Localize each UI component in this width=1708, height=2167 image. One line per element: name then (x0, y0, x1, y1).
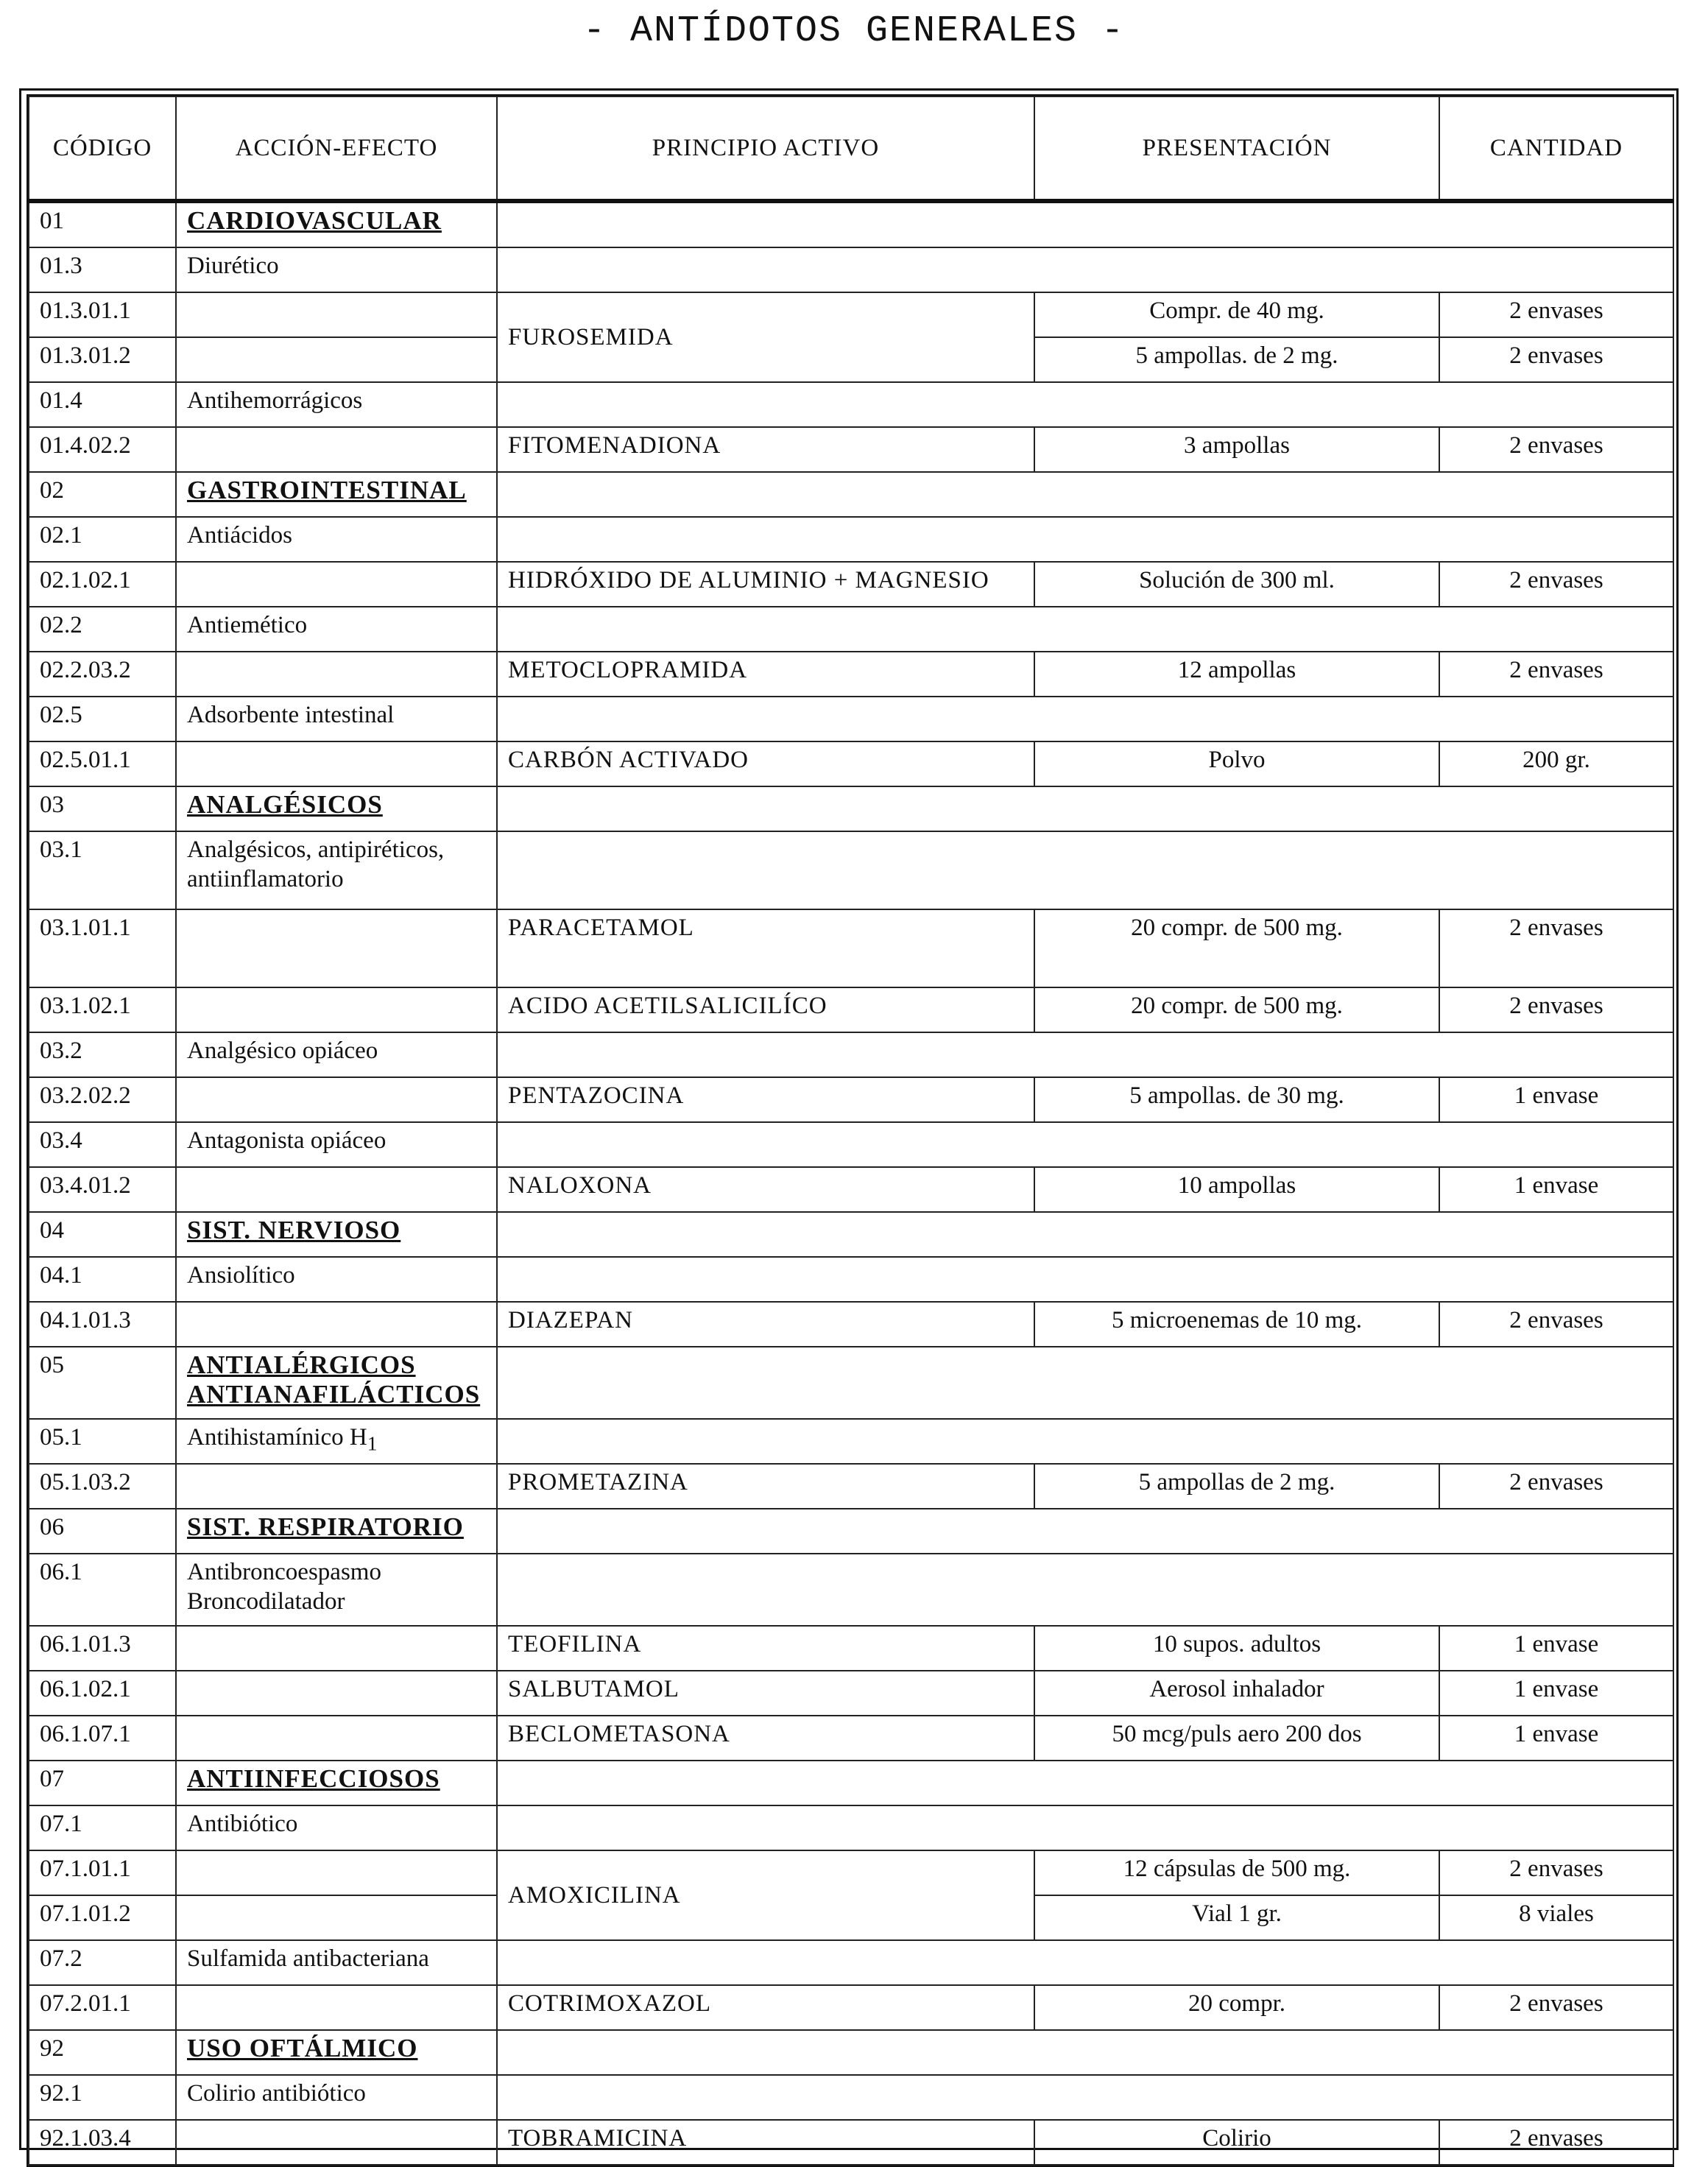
presentacion-cell: 5 ampollas. de 30 mg. (1034, 1077, 1439, 1122)
header-accion-efecto: ACCIÓN-EFECTO (176, 96, 497, 201)
accion-cell: Antagonista opiáceo (176, 1122, 497, 1167)
presentacion-cell: 50 mcg/puls aero 200 dos (1034, 1716, 1439, 1761)
code-cell: 02.1.02.1 (29, 562, 176, 607)
cantidad-cell: 2 envases (1439, 1850, 1673, 1895)
code-cell: 02.5.01.1 (29, 741, 176, 786)
presentacion-cell: 20 compr. de 500 mg. (1034, 909, 1439, 987)
empty-cell (176, 2120, 497, 2165)
cantidad-cell: 200 gr. (1439, 741, 1673, 786)
empty-cell (176, 1985, 497, 2030)
code-cell: 02 (29, 472, 176, 517)
header-row (29, 96, 1673, 201)
code-cell: 03.1.02.1 (29, 987, 176, 1032)
empty-cell (176, 987, 497, 1032)
principio-cell: METOCLOPRAMIDA (497, 652, 1034, 697)
principio-cell: NALOXONA (497, 1167, 1034, 1212)
document-title: - ANTÍDOTOS GENERALES - (582, 10, 1126, 52)
table-row (29, 517, 1673, 562)
principio-cell: FITOMENADIONA (497, 427, 1034, 472)
empty-cell (497, 201, 1673, 247)
accion-cell (176, 1419, 497, 1464)
cantidad-cell: 2 envases (1439, 652, 1673, 697)
accion-cell: Analgésico opiáceo (176, 1032, 497, 1077)
section-title: ANTIINFECCIOSOS (176, 1761, 497, 1805)
presentacion-cell: Compr. de 40 mg. (1034, 292, 1439, 337)
empty-cell (497, 607, 1673, 652)
section-title: ANALGÉSICOS (176, 786, 497, 831)
table-row (29, 292, 1673, 337)
accion-cell: Antibiótico (176, 1805, 497, 1850)
table-row (29, 831, 1673, 909)
cantidad-cell: 2 envases (1439, 337, 1673, 382)
empty-cell (497, 1805, 1673, 1850)
principio-cell: ACIDO ACETILSALICILÍCO (497, 987, 1034, 1032)
empty-cell (497, 831, 1673, 909)
empty-cell (497, 382, 1673, 427)
table-row (29, 201, 1673, 247)
empty-cell (176, 1850, 497, 1895)
code-cell: 03.1.01.1 (29, 909, 176, 987)
accion-cell: Sulfamida antibacteriana (176, 1940, 497, 1985)
table-row (29, 909, 1673, 987)
table-row (29, 607, 1673, 652)
table-row (29, 697, 1673, 741)
section-title: SIST. RESPIRATORIO (176, 1509, 497, 1554)
empty-cell (176, 1167, 497, 1212)
empty-cell (497, 1122, 1673, 1167)
presentacion-cell: 5 ampollas. de 2 mg. (1034, 337, 1439, 382)
cantidad-cell: 2 envases (1439, 1985, 1673, 2030)
cantidad-cell: 1 envase (1439, 1671, 1673, 1716)
code-cell: 01.3.01.2 (29, 337, 176, 382)
table-row (29, 247, 1673, 292)
empty-cell (176, 652, 497, 697)
table-row (29, 1122, 1673, 1167)
code-cell: 07.1.01.1 (29, 1850, 176, 1895)
cantidad-cell: 1 envase (1439, 1167, 1673, 1212)
code-cell: 06.1.01.3 (29, 1626, 176, 1671)
empty-cell (176, 1671, 497, 1716)
table-row (29, 1805, 1673, 1850)
code-cell: 07.2.01.1 (29, 1985, 176, 2030)
principio-cell: FUROSEMIDA (497, 292, 1034, 382)
code-cell: 03 (29, 786, 176, 831)
empty-cell (497, 1554, 1673, 1626)
principio-cell: BECLOMETASONA (497, 1716, 1034, 1761)
code-cell: 06.1.07.1 (29, 1716, 176, 1761)
table-row (29, 1554, 1673, 1626)
code-cell: 92.1.03.4 (29, 2120, 176, 2165)
empty-cell (176, 1302, 497, 1347)
cantidad-cell: 2 envases (1439, 292, 1673, 337)
empty-cell (176, 1716, 497, 1761)
code-cell: 92 (29, 2030, 176, 2075)
accion-cell: Colirio antibiótico (176, 2075, 497, 2120)
empty-cell (176, 1626, 497, 1671)
section-title: ANTIALÉRGICOS ANTIANAFILÁCTICOS (176, 1347, 497, 1419)
code-cell: 07 (29, 1761, 176, 1805)
table-row (29, 427, 1673, 472)
presentacion-cell: Solución de 300 ml. (1034, 562, 1439, 607)
accion-cell: Adsorbente intestinal (176, 697, 497, 741)
code-cell: 01 (29, 201, 176, 247)
table-row (29, 1850, 1673, 1895)
table-row (29, 1419, 1673, 1464)
table-row (29, 1167, 1673, 1212)
empty-cell (497, 1761, 1673, 1805)
table-row (29, 562, 1673, 607)
code-cell: 02.2.03.2 (29, 652, 176, 697)
cantidad-cell: 2 envases (1439, 427, 1673, 472)
principio-cell: CARBÓN ACTIVADO (497, 741, 1034, 786)
table-row (29, 1077, 1673, 1122)
cantidad-cell: 8 viales (1439, 1895, 1673, 1940)
principio-cell: SALBUTAMOL (497, 1671, 1034, 1716)
code-cell: 92.1 (29, 2075, 176, 2120)
empty-cell (497, 697, 1673, 741)
table-row (29, 1032, 1673, 1077)
presentacion-cell: Colirio (1034, 2120, 1439, 2165)
code-cell: 03.2 (29, 1032, 176, 1077)
header-principio-activo: PRINCIPIO ACTIVO (497, 96, 1034, 201)
code-cell: 05.1.03.2 (29, 1464, 176, 1509)
empty-cell (176, 562, 497, 607)
table-row (29, 1761, 1673, 1805)
section-title: GASTROINTESTINAL (176, 472, 497, 517)
empty-cell (176, 1895, 497, 1940)
presentacion-cell: 5 ampollas de 2 mg. (1034, 1464, 1439, 1509)
cantidad-cell: 2 envases (1439, 987, 1673, 1032)
code-cell: 03.2.02.2 (29, 1077, 176, 1122)
table-row (29, 1940, 1673, 1985)
table-row (29, 1302, 1673, 1347)
code-cell: 07.1.01.2 (29, 1895, 176, 1940)
accion-cell: Ansiolítico (176, 1257, 497, 1302)
empty-cell (497, 1419, 1673, 1464)
presentacion-cell: Vial 1 gr. (1034, 1895, 1439, 1940)
code-cell: 07.1 (29, 1805, 176, 1850)
section-title: SIST. NERVIOSO (176, 1212, 497, 1257)
accion-cell: Antiácidos (176, 517, 497, 562)
header-cantidad: CANTIDAD (1439, 96, 1673, 201)
accion-cell: Antiemético (176, 607, 497, 652)
presentacion-cell: 10 supos. adultos (1034, 1626, 1439, 1671)
cantidad-cell: 2 envases (1439, 2120, 1673, 2165)
empty-cell (176, 337, 497, 382)
table-row (29, 987, 1673, 1032)
empty-cell (176, 741, 497, 786)
presentacion-cell: 5 microenemas de 10 mg. (1034, 1302, 1439, 1347)
empty-cell (497, 1032, 1673, 1077)
cantidad-cell: 2 envases (1439, 909, 1673, 987)
presentacion-cell: Polvo (1034, 741, 1439, 786)
antidotes-table-container (27, 94, 1674, 2167)
accion-cell: Antibroncoespasmo Broncodilatador (176, 1554, 497, 1626)
code-cell: 04 (29, 1212, 176, 1257)
principio-cell: HIDRÓXIDO DE ALUMINIO + MAGNESIO (497, 562, 1034, 607)
table-row (29, 1347, 1673, 1419)
empty-cell (497, 1509, 1673, 1554)
cantidad-cell: 1 envase (1439, 1716, 1673, 1761)
code-cell: 05 (29, 1347, 176, 1419)
empty-cell (176, 427, 497, 472)
presentacion-cell: 12 cápsulas de 500 mg. (1034, 1850, 1439, 1895)
table-row (29, 1985, 1673, 2030)
table-row (29, 1212, 1673, 1257)
table-row (29, 1509, 1673, 1554)
code-cell: 02.2 (29, 607, 176, 652)
principio-cell: PENTAZOCINA (497, 1077, 1034, 1122)
table-row (29, 382, 1673, 427)
cantidad-cell: 2 envases (1439, 1302, 1673, 1347)
empty-cell (176, 292, 497, 337)
code-cell: 04.1.01.3 (29, 1302, 176, 1347)
empty-cell (497, 517, 1673, 562)
table-row (29, 1671, 1673, 1716)
presentacion-cell: 20 compr. (1034, 1985, 1439, 2030)
table-row (29, 741, 1673, 786)
presentacion-cell: 10 ampollas (1034, 1167, 1439, 1212)
presentacion-cell: Aerosol inhalador (1034, 1671, 1439, 1716)
accion-cell: Antihemorrágicos (176, 382, 497, 427)
principio-cell: PROMETAZINA (497, 1464, 1034, 1509)
cantidad-cell: 2 envases (1439, 1464, 1673, 1509)
table-row (29, 786, 1673, 831)
empty-cell (176, 1464, 497, 1509)
presentacion-cell: 3 ampollas (1034, 427, 1439, 472)
accion-cell: Diurético (176, 247, 497, 292)
code-cell: 02.1 (29, 517, 176, 562)
table-row (29, 2120, 1673, 2165)
accion-text: Antihistamínico H (187, 1424, 367, 1451)
code-cell: 01.3 (29, 247, 176, 292)
section-title: USO OFTÁLMICO (176, 2030, 497, 2075)
header-codigo: CÓDIGO (29, 96, 176, 201)
code-cell: 02.5 (29, 697, 176, 741)
table-row (29, 472, 1673, 517)
table-row (29, 652, 1673, 697)
principio-cell: AMOXICILINA (497, 1850, 1034, 1940)
empty-cell (497, 1347, 1673, 1419)
table-row (29, 1464, 1673, 1509)
empty-cell (176, 909, 497, 987)
cantidad-cell: 2 envases (1439, 562, 1673, 607)
section-title: CARDIOVASCULAR (176, 201, 497, 247)
empty-cell (497, 2030, 1673, 2075)
table-row (29, 1257, 1673, 1302)
presentacion-cell: 12 ampollas (1034, 652, 1439, 697)
header-presentacion: PRESENTACIÓN (1034, 96, 1439, 201)
table-row (29, 1626, 1673, 1671)
code-cell: 04.1 (29, 1257, 176, 1302)
code-cell: 01.4 (29, 382, 176, 427)
code-cell: 01.4.02.2 (29, 427, 176, 472)
principio-cell: PARACETAMOL (497, 909, 1034, 987)
empty-cell (497, 1257, 1673, 1302)
code-cell: 01.3.01.1 (29, 292, 176, 337)
empty-cell (497, 472, 1673, 517)
subscript: 1 (367, 1431, 378, 1455)
accion-cell: Analgésicos, antipiréticos, antiinflamatorio (176, 831, 497, 909)
table-row (29, 2030, 1673, 2075)
empty-cell (497, 2075, 1673, 2120)
code-cell: 06.1 (29, 1554, 176, 1626)
table-row (29, 1716, 1673, 1761)
antidotes-table (28, 96, 1674, 2166)
code-cell: 03.4.01.2 (29, 1167, 176, 1212)
empty-cell (497, 1212, 1673, 1257)
empty-cell (497, 786, 1673, 831)
code-cell: 05.1 (29, 1419, 176, 1464)
empty-cell (497, 1940, 1673, 1985)
presentacion-cell: 20 compr. de 500 mg. (1034, 987, 1439, 1032)
code-cell: 03.1 (29, 831, 176, 909)
principio-cell: TEOFILINA (497, 1626, 1034, 1671)
principio-cell: TOBRAMICINA (497, 2120, 1034, 2165)
cantidad-cell: 1 envase (1439, 1626, 1673, 1671)
empty-cell (497, 247, 1673, 292)
code-cell: 06 (29, 1509, 176, 1554)
empty-cell (176, 1077, 497, 1122)
code-cell: 03.4 (29, 1122, 176, 1167)
code-cell: 07.2 (29, 1940, 176, 1985)
code-cell: 06.1.02.1 (29, 1671, 176, 1716)
principio-cell: COTRIMOXAZOL (497, 1985, 1034, 2030)
cantidad-cell: 1 envase (1439, 1077, 1673, 1122)
table-row (29, 2075, 1673, 2120)
principio-cell: DIAZEPAN (497, 1302, 1034, 1347)
